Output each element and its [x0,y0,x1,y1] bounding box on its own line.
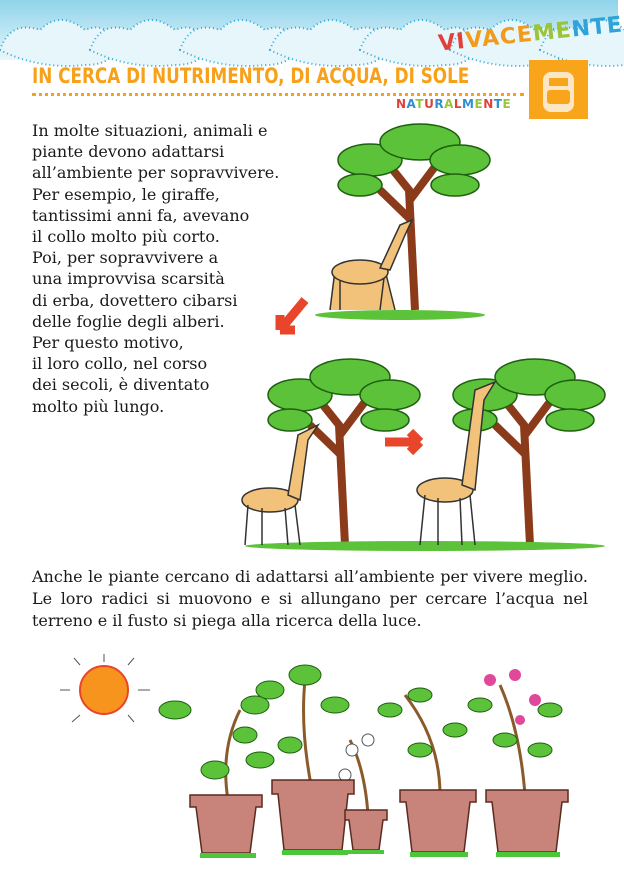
sun-icon [60,654,150,722]
tree-icon [268,359,420,545]
arrow-icon [385,432,420,452]
section-badge [529,60,588,119]
page-title: IN CERCA DI NUTRIMENTO, DI ACQUA, DI SOLE [32,64,470,88]
plants-paragraph: Anche le piante cercano di adattarsi all’ambiente per vivere meglio. Le loro radici si muovono e si allungano per cercare l’acqua nel terreno e il fusto si piega alla ricerca della luce. [32,567,588,630]
backpack-icon [529,60,588,119]
title-divider [32,93,524,96]
arrow-icon [280,300,305,330]
giraffe-evolution-illustration [0,120,618,550]
leaves [159,665,562,779]
section-label: NATURALMENTE [396,97,512,111]
medium-neck-giraffe-icon [242,425,318,545]
series-logo: VIVACEMENTE [437,12,624,57]
plants-illustration [0,650,618,880]
long-neck-giraffe-icon [417,382,495,545]
short-neck-giraffe-icon [330,220,412,310]
intro-paragraph: In molte situazioni, animali e piante devono adattarsi all’ambiente per sopravvivere. Per esempio, le giraffe, tantissimi anni fa, avevano il collo molto più corto. Poi, per sopravvivere a una improvvisa scarsità di erba, dovettero cibarsi delle foglie degli alberi. Per questo motivo, il loro collo, nel corso dei secoli, è diventato molto più lungo. [32,121,280,416]
flower-pots [190,780,568,853]
